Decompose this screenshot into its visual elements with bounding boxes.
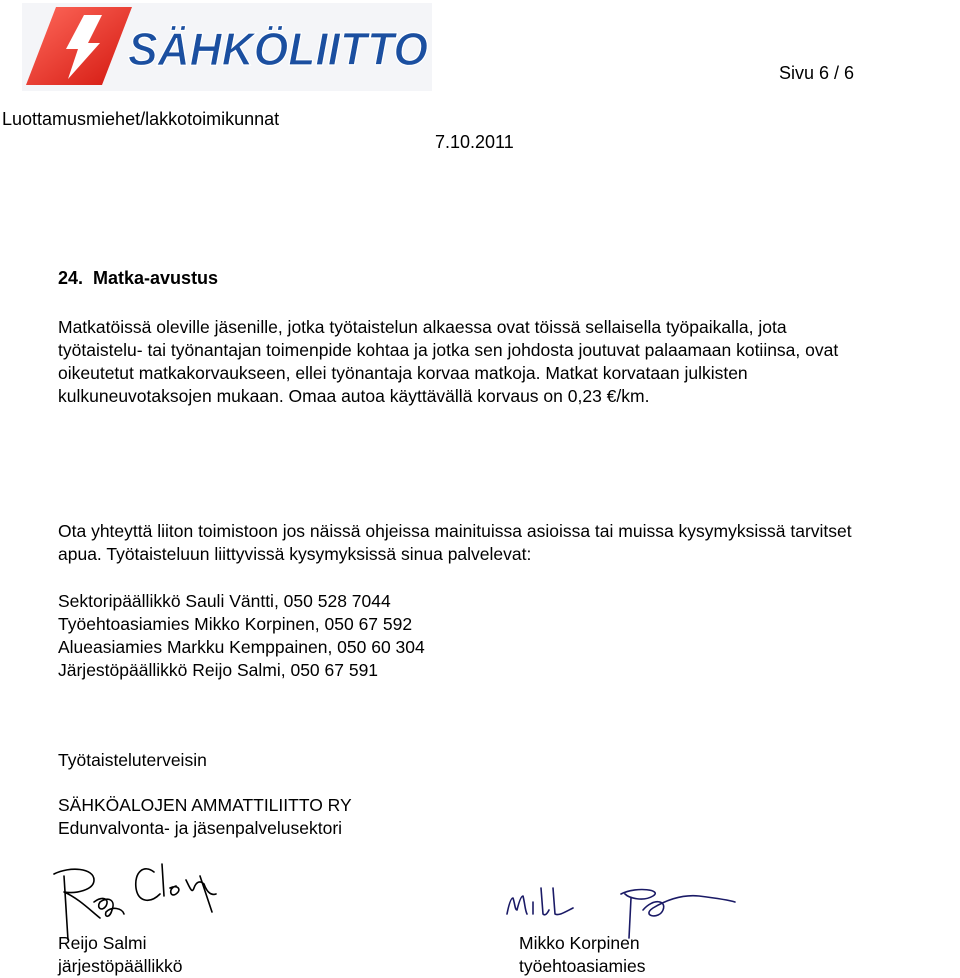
paragraph-line: työtaistelu- tai työnantajan toimenpide kohtaa ja jotka sen johdosta joutuvat palaamaan kotiinsa, ovat — [58, 340, 839, 360]
closing-greeting: Työtaisteluterveisin — [58, 750, 207, 770]
paragraph-contact-info — [58, 520, 960, 566]
organization-name: SÄHKÖALOJEN AMMATTILIITTO RY — [58, 795, 352, 815]
contact-item: Järjestöpäällikkö Reijo Salmi, 050 67 591 — [58, 660, 379, 680]
signer-name: Reijo Salmi — [58, 933, 147, 953]
header-date: 7.10.2011 — [435, 132, 514, 152]
signer-block — [519, 932, 645, 978]
signer-name: Mikko Korpinen — [519, 933, 640, 953]
header-committee: Luottamusmiehet/lakkotoimikunnat — [2, 109, 280, 129]
paragraph-travel-allowance — [58, 316, 958, 408]
closing-organization — [58, 794, 352, 840]
contact-item: Sektoripäällikkö Sauli Väntti, 050 528 7044 — [58, 591, 391, 611]
paragraph-line: Matkatöissä oleville jäsenille, jotka työtaistelun alkaessa ovat töissä sellaisella työpaikalla, jota — [58, 317, 787, 337]
paragraph-line: oikeutetut matkakorvaukseen, ellei työnantaja korvaa matkoja. Matkat korvataan julkisten — [58, 363, 748, 383]
section-heading: 24. Matka-avustus — [58, 268, 219, 288]
paragraph-line: Ota yhteyttä liiton toimistoon jos näissä ohjeissa mainituissa asioissa tai muissa kysymyksissä tarvitset — [58, 521, 852, 541]
logo-wordmark: SÄHKÖLIITTO — [128, 23, 429, 75]
signature-reijo-salmi — [50, 858, 225, 940]
paragraph-line: apua. Työtaisteluun liittyvissä kysymyksissä sinua palvelevat: — [58, 544, 532, 564]
contact-list — [58, 590, 425, 682]
signature-mikko-korpinen — [503, 880, 738, 940]
paragraph-line: kulkuneuvotaksojen mukaan. Omaa autoa käyttävällä korvaus on 0,23 €/km. — [58, 386, 650, 406]
page-number: Sivu 6 / 6 — [779, 63, 855, 83]
contact-item: Työehtoasiamies Mikko Korpinen, 050 67 592 — [58, 614, 413, 634]
signer-title: työehtoasiamies — [519, 956, 646, 976]
signer-title: järjestöpäällikkö — [58, 956, 183, 976]
contact-item: Alueasiamies Markku Kemppainen, 050 60 304 — [58, 637, 425, 657]
organization-unit: Edunvalvonta- ja jäsenpalvelusektori — [58, 818, 343, 838]
sahkoliitto-logo — [22, 3, 432, 91]
signer-block — [58, 932, 183, 978]
